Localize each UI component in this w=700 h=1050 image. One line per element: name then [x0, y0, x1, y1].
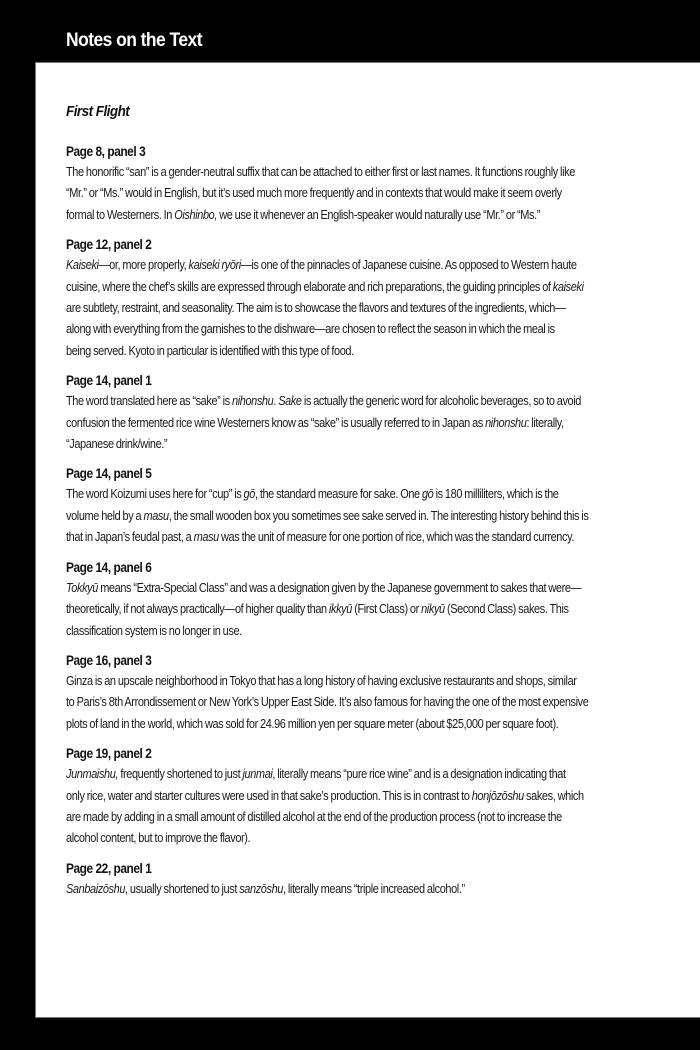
- italic-term: Sanbaizōshu: [66, 881, 126, 896]
- italic-term: nikyū: [421, 602, 445, 617]
- text-run: , literally means “triple increased alcohol.”: [282, 881, 465, 896]
- text-run: is actually the generic word for alcoholic beverages, so to avoid: [301, 394, 582, 409]
- italic-term: Oishinbo,: [174, 207, 217, 222]
- note-entry: [66, 464, 700, 548]
- text-run: , the standard measure for sake. One: [254, 487, 422, 502]
- text-run: “Japanese drink/wine.”: [66, 437, 168, 452]
- italic-term: gō: [421, 487, 434, 502]
- italic-term: Junmaishu,: [66, 767, 119, 782]
- italic-term: masu: [143, 508, 169, 523]
- text-run: along with everything from the garnishes to the dishware—are chosen to reflect the season in which the meal is: [66, 322, 555, 337]
- note-text-line: [66, 277, 623, 298]
- text-run: theoretically, if not always practically—of higher quality than: [66, 602, 329, 617]
- note-text-line: [66, 413, 623, 434]
- text-run: : literally,: [526, 415, 564, 430]
- note-text-line: [66, 255, 623, 276]
- text-run: sakes, which: [523, 788, 584, 803]
- note-heading: Page 14, panel 1: [66, 373, 152, 389]
- text-run: “Mr.” or “Ms.” would in English, but it’s used much more frequently and in contexts that would make it seem overly: [66, 186, 562, 201]
- italic-term: junmai: [242, 767, 273, 782]
- note-text-line: [66, 692, 623, 713]
- note-body: [66, 484, 623, 548]
- note-text-line: [66, 506, 623, 527]
- note-text-line: [66, 578, 623, 599]
- italic-term: ikkyū: [328, 602, 352, 617]
- text-run: are subtlety, restraint, and seasonality. The aim is to showcase the flavors and textures of the ingredients, which—: [66, 301, 566, 316]
- note-heading: Page 12, panel 2: [66, 237, 152, 253]
- text-run: (Second Class) sakes. This: [444, 602, 569, 617]
- note-entry: [66, 142, 700, 226]
- note-entry: [66, 859, 700, 900]
- note-text-line: [66, 391, 623, 412]
- note-text-line: [66, 527, 623, 548]
- text-run: The word Koizumi uses here for “cup” is: [66, 487, 244, 502]
- note-text-line: [66, 786, 623, 807]
- note-text-line: [66, 162, 623, 183]
- note-text-line: [66, 671, 623, 692]
- note-text-line: [66, 434, 623, 455]
- note-heading: Page 16, panel 3: [66, 652, 152, 668]
- note-entry: [66, 744, 700, 850]
- page-header-title: Notes on the Text: [66, 30, 202, 51]
- text-run: we use it whenever an English-speaker would naturally use “Mr.” or “Ms.”: [216, 207, 541, 222]
- text-run: Ginza is an upscale neighborhood in Tokyo that has a long history of having exclusive restaurants and shops, similar: [66, 673, 577, 688]
- note-text-line: [66, 599, 623, 620]
- note-text-line: [66, 298, 623, 319]
- note-entry: [66, 558, 700, 642]
- note-body: [66, 391, 623, 455]
- text-run: is 180 milliliters, which is the: [433, 487, 559, 502]
- note-body: [66, 879, 623, 900]
- italic-term: masu: [193, 530, 219, 545]
- text-run: to Paris’s 8th Arrondissement or New York’s Upper East Side. It’s also famous for having the one of the most expensive: [66, 695, 589, 710]
- text-run: volume held by a: [66, 508, 144, 523]
- note-entry: [66, 651, 700, 735]
- italic-term: honjōzōshu: [471, 788, 524, 803]
- text-run: .: [273, 394, 279, 409]
- note-heading: Page 22, panel 1: [66, 860, 152, 876]
- text-run: means “Extra-Special Class” and was a designation given by the Japanese government to sakes that were—: [97, 580, 582, 595]
- text-run: , usually shortened to just: [125, 881, 240, 896]
- italic-term: sanzōshu: [239, 881, 283, 896]
- note-body: [66, 578, 623, 642]
- text-run: , the small wooden box you sometimes see sake served in. The interesting history behind this is: [168, 508, 589, 523]
- text-run: that in Japan’s feudal past, a: [66, 530, 194, 545]
- text-run: was the unit of measure for one portion of rice, which was the standard currency.: [218, 530, 575, 545]
- note-heading: Page 19, panel 2: [66, 746, 152, 762]
- text-run: formal to Westerners. In: [66, 207, 175, 222]
- text-run: The honorific “san” is a gender-neutral suffix that can be attached to either first or last names. It functions roughly like: [66, 165, 575, 179]
- text-run: only rice, water and starter cultures were used in that sake’s production. This is in contrast to: [66, 788, 472, 803]
- text-run: frequently shortened to just: [118, 767, 243, 782]
- text-run: The word translated here as “sake” is: [66, 394, 232, 409]
- note-entry: [66, 371, 700, 455]
- note-text-line: [66, 183, 623, 204]
- note-text-line: [66, 807, 623, 828]
- note-text-line: [66, 205, 623, 226]
- italic-term: nihonshu: [485, 415, 527, 430]
- notes-list: [66, 142, 700, 909]
- text-run: —is one of the pinnacles of Japanese cuisine. As opposed to Western haute: [240, 258, 577, 273]
- note-text-line: [66, 828, 623, 849]
- note-heading: Page 8, panel 3: [66, 144, 146, 159]
- note-body: [66, 764, 623, 850]
- text-run: confusion the fermented rice wine Westerners know as “sake” is usually referred to in Japan as: [66, 415, 486, 430]
- note-text-line: [66, 484, 623, 505]
- text-run: (First Class) or: [351, 602, 422, 617]
- italic-term: nihonshu: [231, 394, 274, 409]
- italic-term: Tokkyū: [66, 580, 98, 595]
- italic-term: Sake: [278, 394, 302, 409]
- note-body: [66, 671, 623, 735]
- text-run: are made by adding in a small amount of distilled alcohol at the end of the production process (not to increase the: [66, 809, 562, 824]
- italic-term: kaiseki: [552, 279, 584, 294]
- note-text-line: [66, 319, 623, 340]
- note-text-line: [66, 879, 623, 900]
- text-run: , literally means “pure rice wine” and is a designation indicating that: [272, 767, 566, 782]
- note-body: [66, 162, 623, 226]
- note-heading: Page 14, panel 5: [66, 466, 152, 482]
- section-title: First Flight: [66, 103, 130, 120]
- note-text-line: [66, 714, 623, 735]
- text-run: being served. Kyoto in particular is identified with this type of food.: [66, 343, 354, 358]
- note-heading: Page 14, panel 6: [66, 559, 152, 575]
- text-run: plots of land in the world, which was sold for 24.96 million yen per square meter (about $25,000 per square foot).: [66, 716, 559, 731]
- italic-term: Kaiseki: [66, 258, 99, 273]
- text-run: cuisine, where the chef’s skills are expressed through elaborate and rich preparations, the guiding principles of: [66, 279, 553, 294]
- text-run: classification system is no longer in use.: [66, 623, 242, 638]
- note-text-line: [66, 764, 623, 785]
- note-text-line: [66, 621, 623, 642]
- text-run: —or, more properly,: [98, 258, 189, 273]
- note-entry: [66, 235, 700, 362]
- italic-term: gō: [243, 487, 255, 502]
- note-body: [66, 255, 623, 362]
- note-text-line: [66, 341, 623, 362]
- document-page: [35, 62, 700, 1018]
- text-run: alcohol content, but to improve the flavor).: [66, 831, 251, 846]
- italic-term: kaiseki ryōri: [188, 258, 241, 273]
